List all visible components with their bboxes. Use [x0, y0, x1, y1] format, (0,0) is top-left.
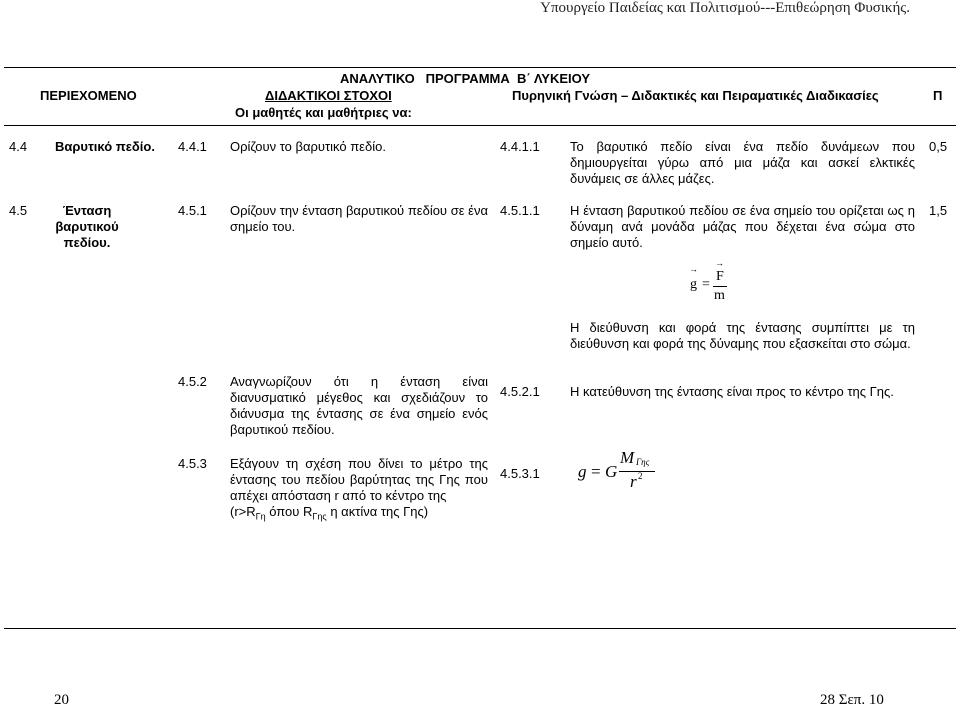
- periods-value: 1,5: [929, 203, 948, 218]
- goal-number: 4.4.1: [178, 139, 207, 154]
- section-topic: Ένταση βαρυτικού πεδίου.: [55, 203, 119, 250]
- formula-g: g: [690, 277, 697, 292]
- section-topic: Βαρυτικό πεδίο.: [55, 139, 155, 154]
- condition-part: η ακτίνα της Γης): [326, 504, 429, 519]
- table-bottom-rule: [4, 628, 956, 629]
- goals-heading: ΔΙΔΑΚΤΙΚΟΙ ΣΤΟΧΟΙ: [265, 88, 392, 103]
- section-number: 4.5: [9, 203, 28, 218]
- page-number: 20: [54, 692, 69, 708]
- formula-G: G: [605, 462, 618, 481]
- core-text: Η κατεύθυνση της έντασης είναι προς το κέντρο της Γης.: [570, 384, 894, 399]
- condition-part: όπου R: [265, 504, 313, 519]
- ministry-header: Υπουργείο Παιδείας και Πολιτισμού---Επιθεώρηση Φυσικής.: [540, 0, 910, 16]
- goal-text-condition: [230, 504, 488, 525]
- vector-arrow-F: →: [715, 258, 724, 268]
- goal-number: 4.5.3: [178, 456, 207, 471]
- gravity-formula: [578, 448, 668, 494]
- goal-text: Ορίζουν την ένταση βαρυτικού πεδίου σε ένα σημείο του.: [230, 203, 488, 234]
- periods-value: 0,5: [929, 139, 948, 154]
- goals-subheading: Οι μαθητές και μαθήτριες να:: [235, 105, 412, 120]
- goal-text-main: Εξάγουν τη σχέση που δίνει το μέτρο της έντασης του πεδίου βαρύτητας της Γης που απέχει απόσταση r από το κέντρο της: [230, 456, 488, 503]
- core-number: 4.4.1.1: [500, 139, 540, 154]
- formula-r: r: [630, 472, 637, 491]
- field-intensity-formula: [686, 258, 736, 306]
- goal-text: Ορίζουν το βαρυτικό πεδίο.: [230, 139, 386, 154]
- table-head-rule: [4, 125, 956, 126]
- formula-m: m: [714, 288, 725, 303]
- vector-arrow-g: →: [689, 264, 698, 274]
- core-number: 4.5.1.1: [500, 203, 540, 218]
- formula-M-subscript: Γης: [636, 457, 650, 467]
- direction-text: Η διεύθυνση και φορά της έντασης συμπίπτει με τη διεύθυνση και φορά της δύναμης που εξασκείται στο σώμα.: [570, 320, 915, 351]
- section-number: 4.4: [9, 139, 28, 154]
- condition-part: (r>R: [230, 504, 256, 519]
- goal-text: [230, 456, 488, 525]
- formula-exponent: 2: [638, 471, 643, 481]
- table-top-rule: [4, 67, 956, 68]
- core-number: 4.5.2.1: [500, 384, 540, 399]
- goal-number: 4.5.2: [178, 374, 207, 389]
- condition-subscript: Γης: [312, 511, 327, 522]
- goal-text: Αναγνωρίζουν ότι η ένταση είναι διανυσματικό μέγεθος και σχεδιάζουν το διάνυσμα της έντασης σε ένα σημείο ενός βαρυτικού πεδίου.: [230, 374, 488, 437]
- formula-F: F: [716, 269, 724, 284]
- formula-equals: =: [591, 462, 601, 481]
- program-title: ΑΝΑΛΥΤΙΚΟ ΠΡΟΓΡΑΜΜΑ Β΄ ΛΥΚΕΙΟΥ: [340, 71, 591, 86]
- fraction-bar: [619, 471, 655, 472]
- core-text: Το βαρυτικό πεδίο είναι ένα πεδίο δυνάμεων που δημιουργείται γύρω από μια μάζα και ασκεί ελκτικές δυνάμεις σε άλλες μάζες.: [570, 139, 915, 186]
- goal-number: 4.5.1: [178, 203, 207, 218]
- core-heading: Πυρηνική Γνώση – Διδακτικές και Πειραματικές Διαδικασίες: [512, 88, 879, 103]
- formula-equals: =: [702, 277, 710, 292]
- fraction-bar: [713, 286, 727, 287]
- formula-M: M: [620, 448, 635, 467]
- core-number: 4.5.3.1: [500, 466, 540, 481]
- formula-g: g: [578, 462, 587, 481]
- footer-date: 28 Σεπ. 10: [820, 692, 884, 708]
- core-text: Η ένταση βαρυτικού πεδίου σε ένα σημείο του ορίζεται ως η δύναμη ανά μονάδα μάζας που δέχεται ένα σώμα στο σημείο αυτό.: [570, 203, 915, 250]
- periods-heading: Π: [933, 88, 943, 103]
- contents-heading: ΠΕΡΙΕΧΟΜΕΝΟ: [40, 88, 137, 103]
- condition-subscript: Γη: [255, 511, 266, 522]
